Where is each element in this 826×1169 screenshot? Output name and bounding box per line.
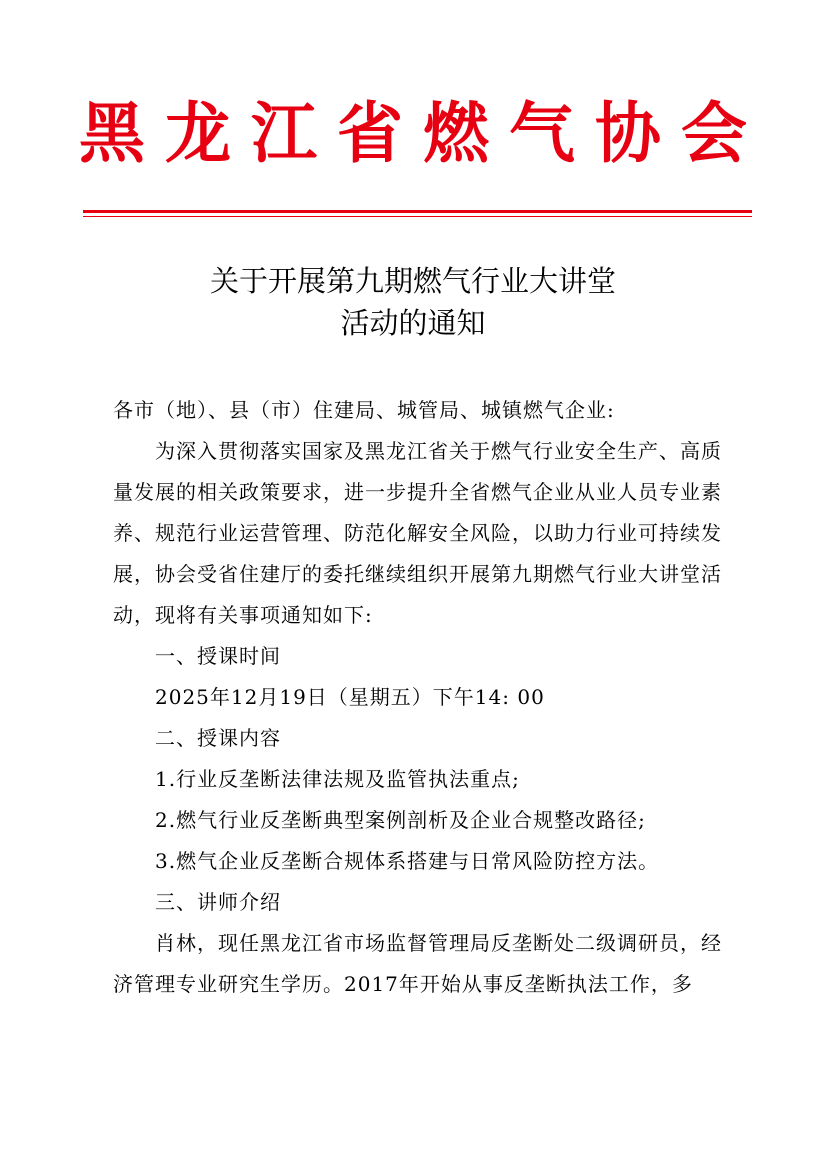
letterhead-divider-thin [83, 216, 752, 217]
letterhead-divider-thick [83, 210, 752, 213]
section-3-text: 肖林，现任黑龙江省市场监督管理局反垄断处二级调研员，经济管理专业研究生学历。2017年开始从事反垄断执法工作，多 [113, 931, 722, 996]
salutation: 各市（地）、县（市）住建局、城管局、城镇燃气企业: [113, 398, 615, 422]
title-line-2: 活动的通知 [340, 306, 486, 340]
section-3-heading: 三、讲师介绍 [155, 890, 281, 914]
section-2-item: 1.行业反垄断法律法规及监管执法重点; [155, 767, 520, 791]
section-1-heading: 一、授课时间 [155, 644, 281, 668]
section-2-heading: 二、授课内容 [155, 726, 281, 750]
title-line-1: 关于开展第九期燃气行业大讲堂 [209, 264, 616, 298]
section-1-text: 2025年12月19日（星期五）下午14: 00 [155, 685, 545, 709]
section-2-item: 2.燃气行业反垄断典型案例剖析及企业合规整改路径; [155, 808, 646, 832]
section-2-item: 3.燃气企业反垄断合规体系搭建与日常风险防控方法。 [155, 849, 660, 873]
document-title [0, 260, 826, 344]
letterhead-org-name: 黑龙江省燃气协会 [79, 95, 767, 172]
intro-paragraph: 为深入贯彻落实国家及黑龙江省关于燃气行业安全生产、高质量发展的相关政策要求，进一步提升全省燃气企业从业人员专业素养、规范行业运营管理、防范化解安全风险，以助力行业可持续发展，协会受省住建厅的委托继续组织开展第九期燃气行业大讲堂活动，现将有关事项通知如下: [113, 439, 722, 627]
document-body [113, 390, 725, 1005]
